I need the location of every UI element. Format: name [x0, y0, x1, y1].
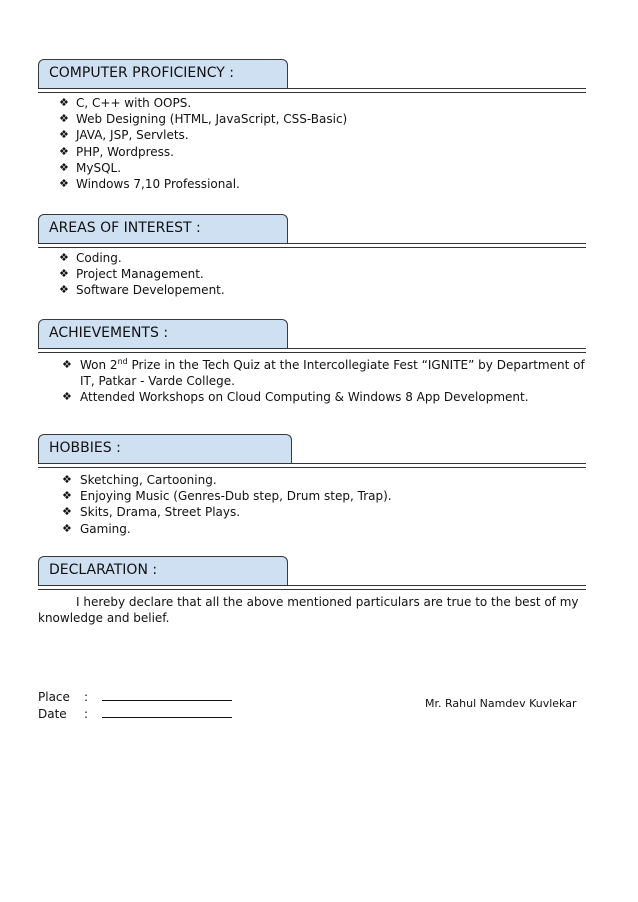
diamond-bullet-icon: ❖ — [62, 358, 72, 371]
list-item: ❖ MySQL. — [59, 160, 122, 175]
hobbies-section — [38, 434, 586, 536]
divider — [38, 463, 586, 464]
divider — [38, 348, 586, 349]
declaration-section — [38, 556, 586, 586]
diamond-bullet-icon: ❖ — [59, 251, 69, 264]
section-title: AREAS OF INTEREST : — [38, 214, 288, 243]
areas-of-interest-section — [38, 214, 586, 298]
place-colon: : — [84, 690, 89, 704]
list-item: ❖ Windows 7,10 Professional. — [59, 177, 240, 192]
list-item: ❖ Project Management. — [59, 267, 204, 282]
divider — [38, 589, 586, 590]
list-item: ❖ Enjoying Music (Genres-Dub step, Drum step, Trap). — [62, 489, 392, 504]
list-item: ❖ PHP, Wordpress. — [59, 144, 174, 159]
date-label: Date — [38, 707, 67, 721]
divider — [38, 585, 586, 586]
place-row — [38, 690, 232, 704]
diamond-bullet-icon: ❖ — [62, 473, 72, 486]
list-item: ❖ Attended Workshops on Cloud Computing & Windows 8 App Development. — [62, 390, 529, 405]
list-item: ❖ Gaming. — [62, 521, 131, 536]
place-label: Place — [38, 690, 70, 704]
divider — [38, 88, 586, 89]
list-item: ❖ Skits, Drama, Street Plays. — [62, 505, 241, 520]
date-blank-line — [102, 707, 232, 718]
computer-proficiency-section — [38, 59, 586, 192]
diamond-bullet-icon: ❖ — [59, 160, 69, 174]
diamond-bullet-icon: ❖ — [62, 505, 72, 519]
divider — [38, 243, 586, 244]
section-header — [38, 556, 586, 586]
divider — [38, 352, 586, 353]
date-colon: : — [84, 707, 89, 721]
diamond-bullet-icon: ❖ — [59, 128, 69, 142]
achievements-list — [38, 357, 594, 406]
skills-list — [38, 95, 347, 192]
interest-list — [38, 250, 225, 299]
section-title: HOBBIES : — [38, 434, 292, 463]
signer-name: Mr. Rahul Namdev Kuvlekar — [425, 697, 577, 710]
section-header — [38, 59, 586, 89]
diamond-bullet-icon: ❖ — [62, 489, 72, 503]
list-item: ❖ Won 2nd Prize in the Tech Quiz at the Intercollegiate Fest “IGNITE” by Department of IT, Patkar - Varde College. — [62, 357, 585, 389]
achievements-section — [38, 319, 586, 405]
section-header — [38, 214, 586, 244]
diamond-bullet-icon: ❖ — [59, 283, 69, 297]
list-item: ❖ Sketching, Cartooning. — [62, 473, 217, 487]
date-row — [38, 707, 232, 721]
divider — [38, 247, 586, 248]
diamond-bullet-icon: ❖ — [59, 267, 69, 281]
section-header — [38, 434, 586, 464]
diamond-bullet-icon: ❖ — [62, 521, 72, 535]
divider — [38, 467, 586, 468]
list-item: ❖ Web Designing (HTML, JavaScript, CSS-Basic) — [59, 112, 348, 127]
section-title: ACHIEVEMENTS : — [38, 319, 288, 348]
diamond-bullet-icon: ❖ — [59, 96, 69, 109]
section-title: DECLARATION : — [38, 556, 288, 585]
list-item: ❖ C, C++ with OOPS. — [59, 96, 192, 110]
list-item: ❖ Coding. — [59, 251, 122, 265]
list-item: ❖ Software Developement. — [59, 283, 225, 298]
section-title: COMPUTER PROFICIENCY : — [38, 59, 288, 88]
diamond-bullet-icon: ❖ — [62, 390, 72, 404]
place-blank-line — [102, 690, 232, 701]
diamond-bullet-icon: ❖ — [59, 112, 69, 126]
declaration-text: I hereby declare that all the above mentioned particulars are true to the best of my knowledge and belief. — [38, 595, 579, 625]
diamond-bullet-icon: ❖ — [59, 144, 69, 158]
list-item: ❖ JAVA, JSP, Servlets. — [59, 128, 189, 143]
divider — [38, 92, 586, 93]
hobbies-list — [38, 472, 392, 537]
section-header — [38, 319, 586, 349]
diamond-bullet-icon: ❖ — [59, 177, 69, 191]
